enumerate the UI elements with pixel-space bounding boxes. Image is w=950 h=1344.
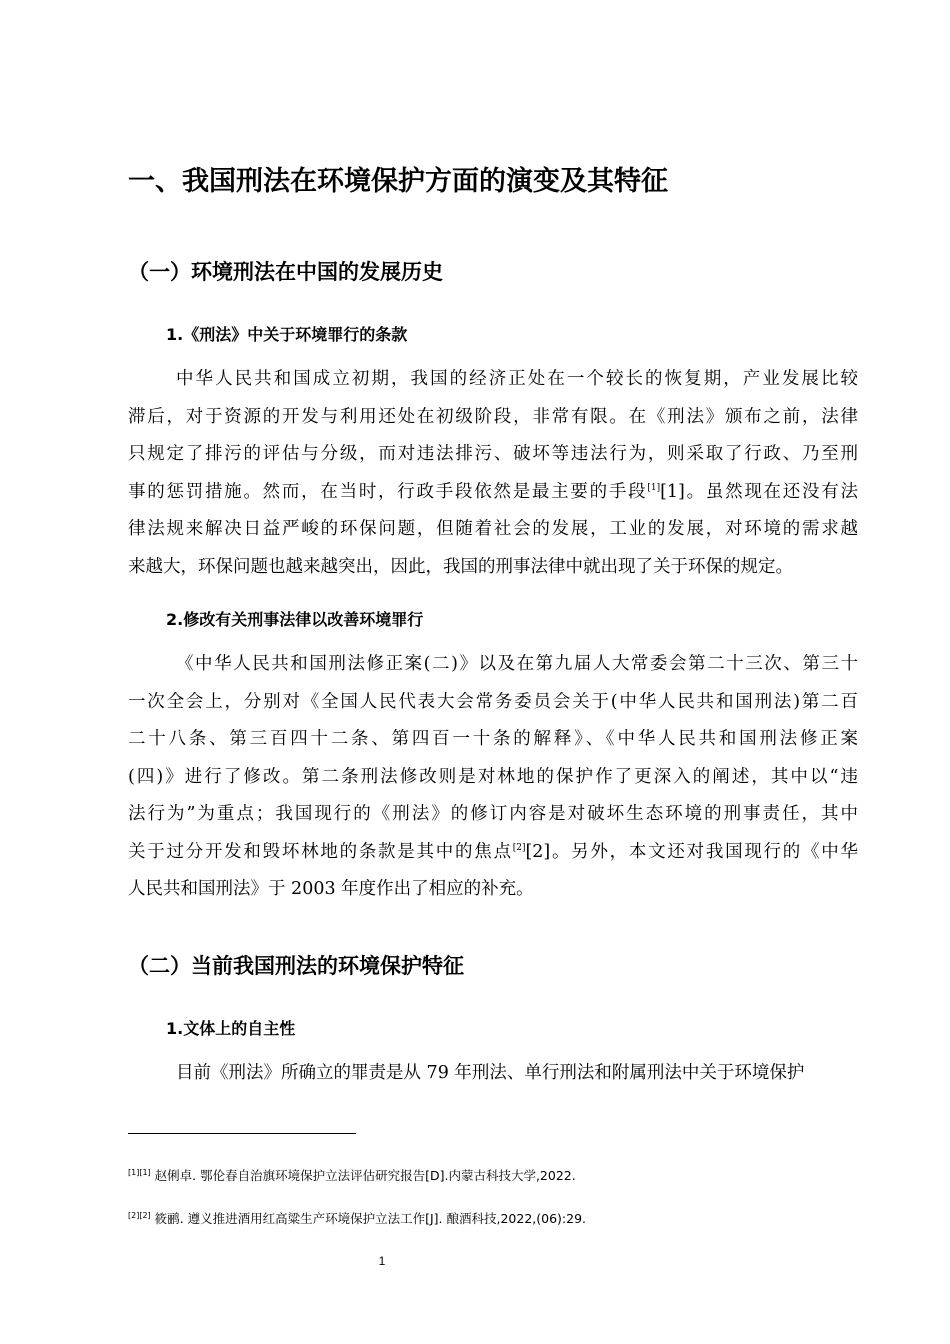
paragraph-line: 《中华人民共和国刑法修正案(二)》以及在第九届人大常委会第二十三次、第三十 bbox=[176, 654, 858, 674]
paragraph-line: 目前《刑法》所确立的罪责是从 79 年刑法、单行刑法和附属刑法中关于环境保护 bbox=[176, 1063, 805, 1083]
paragraph-line: 只规定了排污的评估与分级，而对违法排污、破坏等违法行为，则采取了行政、乃至刑 bbox=[128, 444, 858, 464]
subsection-heading-amendments: 2.修改有关刑事法律以改善环境罪行 bbox=[166, 610, 424, 629]
paragraph-autonomy bbox=[128, 1055, 858, 1093]
footnote-mark: [2][2] bbox=[128, 1211, 151, 1220]
subsection-heading-criminal-law-provisions: 1.《刑法》中关于环境罪行的条款 bbox=[166, 325, 408, 344]
paragraph-line: 律法规来解决日益严峻的环保问题，但随着社会的发展，工业的发展，对环境的需求越 bbox=[128, 519, 858, 539]
paragraph-line: 法行为”为重点；我国现行的《刑法》的修订内容是对破坏生态环境的刑事责任，其中 bbox=[128, 804, 858, 824]
subsection-heading-autonomy: 1.文体上的自主性 bbox=[166, 1019, 296, 1038]
paragraph-line: 人民共和国刑法》于 2003 年度作出了相应的补充。 bbox=[128, 879, 534, 899]
paragraph-line-text: 事的惩罚措施。然而，在当时，行政手段依然是最主要的手段 bbox=[128, 481, 648, 502]
chapter-heading: 一、我国刑法在环境保护方面的演变及其特征 bbox=[128, 166, 668, 197]
footnote-text: 赵俐卓. 鄂伦春自治旗环境保护立法评估研究报告[D].内蒙古科技大学,2022. bbox=[154, 1168, 576, 1183]
paragraph-line bbox=[128, 474, 858, 512]
paragraph-line: 一次全会上，分别对《全国人民代表大会常务委员会关于(中华人民共和国刑法)第二百 bbox=[128, 691, 858, 712]
page-number: 1 bbox=[378, 1254, 386, 1268]
paragraph-history bbox=[128, 361, 858, 586]
section-heading-history: （一）环境刑法在中国的发展历史 bbox=[128, 260, 443, 284]
footnote-separator bbox=[128, 1133, 356, 1134]
paragraph-amendments bbox=[128, 646, 858, 909]
paragraph-line-text: [2]。另外，本文还对我国现行的《中华 bbox=[525, 841, 858, 862]
paragraph-line: 二十八条、第三百四十二条、第四百一十条的解释》、《中华人民共和国刑法修正案 bbox=[128, 729, 858, 749]
paragraph-line: (四)》进行了修改。第二条刑法修改则是对林地的保护作了更深入的阐述，其中以“违 bbox=[128, 766, 858, 787]
paragraph-line: 滞后，对于资源的开发与利用还处在初级阶段，非常有限。在《刑法》颁布之前，法律 bbox=[128, 406, 858, 427]
paragraph-line: 来越大，环保问题也越来越突出，因此，我国的刑事法律中就出现了关于环保的规定。 bbox=[128, 556, 793, 577]
section-heading-current-features: （二）当前我国刑法的环境保护特征 bbox=[128, 954, 464, 978]
footnote-reference-2[interactable]: [2] bbox=[512, 842, 526, 853]
footnote-text: 筱鹂. 遵义推进酒用红高粱生产环境保护立法工作[J]. 酿酒科技,2022,(06):29. bbox=[154, 1211, 586, 1226]
paragraph-line-text: [1]。虽然现在还没有法 bbox=[660, 481, 858, 502]
footnote-2 bbox=[128, 1209, 586, 1229]
paragraph-line-text: 关于过分开发和毁坏林地的条款是其中的焦点 bbox=[128, 841, 513, 862]
footnote-1 bbox=[128, 1166, 576, 1186]
footnote-mark: [1][1] bbox=[128, 1168, 151, 1177]
paragraph-line: 中华人民共和国成立初期，我国的经济正处在一个较长的恢复期，产业发展比较 bbox=[176, 369, 858, 389]
paragraph-line bbox=[128, 834, 858, 872]
footnote-reference-1[interactable]: [1] bbox=[647, 482, 661, 493]
